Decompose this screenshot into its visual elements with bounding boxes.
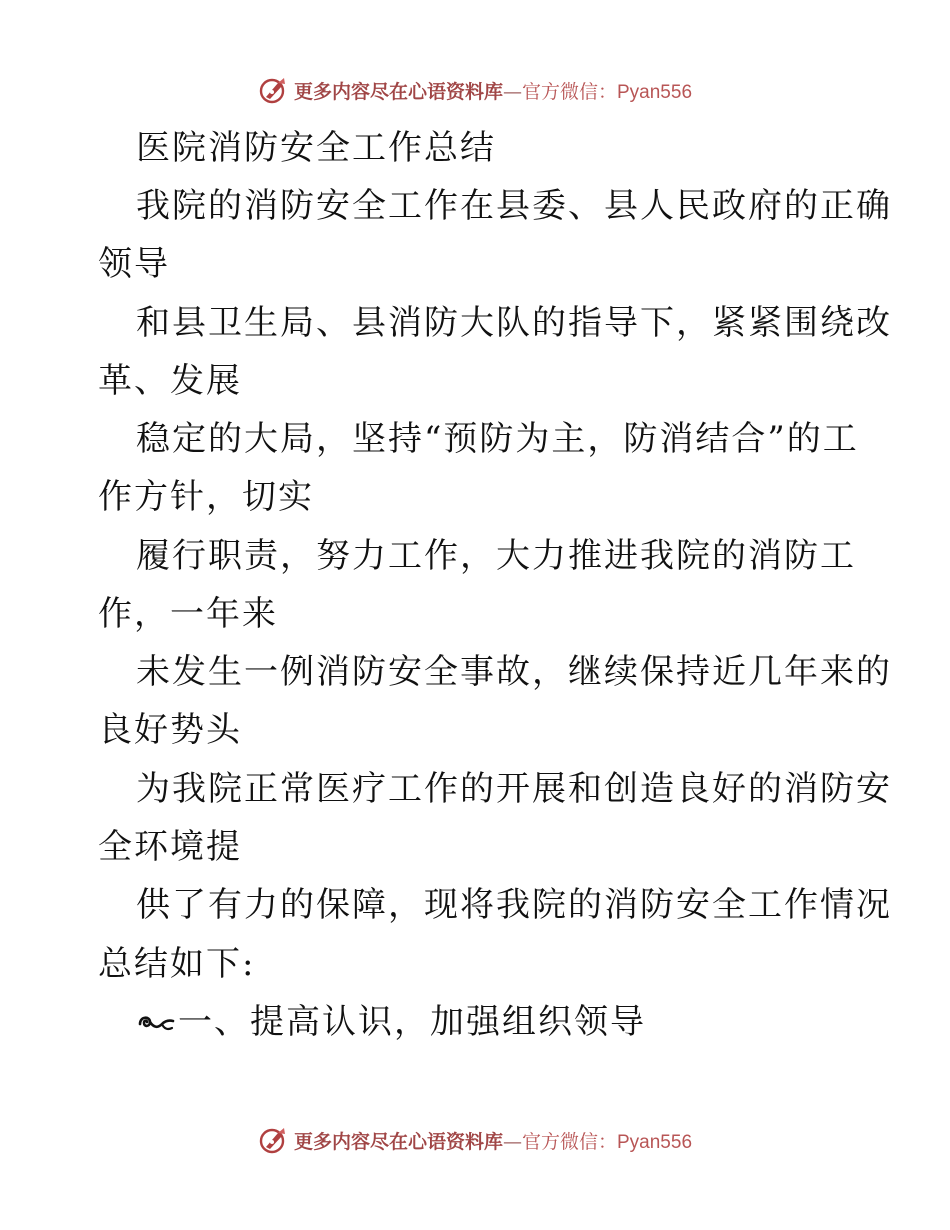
paragraph-line: 领导 [98,244,170,284]
banner-content [258,1125,692,1155]
header-banner [0,70,950,110]
paragraph-line: 稳定的大局，坚持“预防为主，防消结合”的工 [136,419,859,459]
banner-text: 更多内容尽在心语资料库—官方微信：Pyan556 [293,80,693,103]
paragraph-line: 为我院正常医疗工作的开展和创造良好的消防安 [136,769,892,809]
banner-text: 更多内容尽在心语资料库—官方微信：Pyan556 [293,1130,693,1153]
paragraph-line: 作方针，切实 [98,477,314,517]
document-title: 医院消防安全工作总结 [136,128,496,168]
paragraph-line: 未发生一例消防安全事故，继续保持近几年来的 [136,652,892,692]
banner-content [258,75,692,105]
footer-banner [0,1120,950,1160]
paragraph-line: 供了有力的保障，现将我院的消防安全工作情况 [136,885,892,925]
curl-ornament-icon [136,1008,176,1036]
paragraph-line: 总结如下: [98,944,256,984]
pen-nib-logo-icon [258,75,288,105]
section-heading [136,1002,646,1042]
paragraph-line: 我院的消防安全工作在县委、县人民政府的正确 [136,186,892,226]
paragraph-line: 良好势头 [98,710,242,750]
paragraph-line: 履行职责，努力工作，大力推进我院的消防工 [136,536,856,576]
paragraph-line: 革、发展 [98,361,242,401]
paragraph-line: 和县卫生局、县消防大队的指导下，紧紧围绕改 [136,303,892,343]
section-heading-text: 一、提高认识，加强组织领导 [178,1002,646,1042]
pen-nib-logo-icon [258,1125,288,1155]
paragraph-line: 全环境提 [98,827,242,867]
paragraph-line: 作，一年来 [98,594,278,634]
